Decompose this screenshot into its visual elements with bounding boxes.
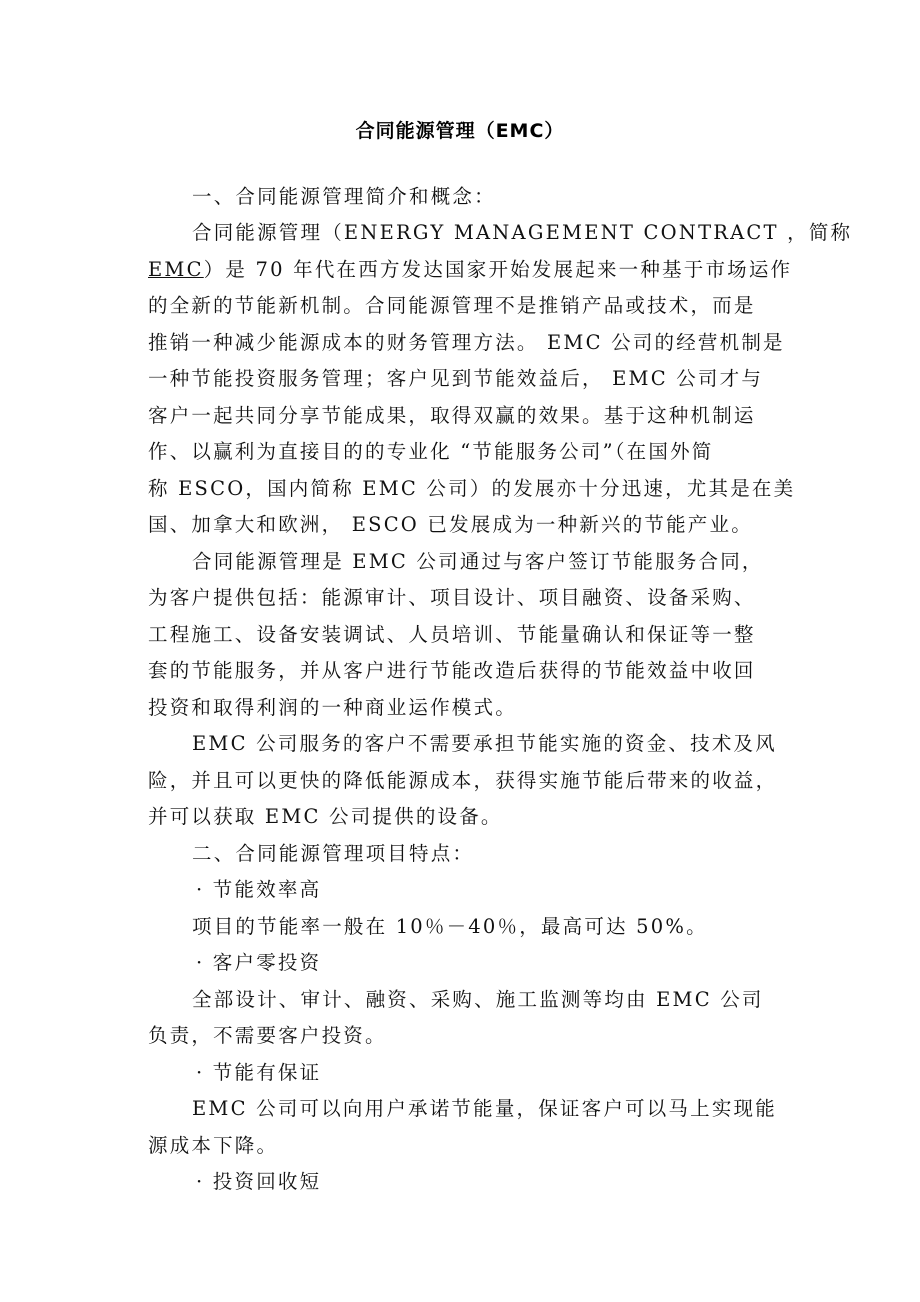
paragraph-line: [148, 256, 792, 284]
paragraph-line: 客户一起共同分享节能成果，取得双赢的效果。基于这种机制运: [148, 404, 756, 427]
paragraph-line: 推销一种减少能源成本的财务管理方法。 EMC 公司的经营机制是: [148, 331, 785, 354]
paragraph-line: 全部设计、审计、融资、采购、施工监测等均由 EMC 公司: [192, 988, 764, 1011]
paragraph-line-text: ）是 70 年代在西方发达国家开始发展起来一种基于市场运作: [203, 258, 793, 281]
paragraph-line: 险，并且可以更快的降低能源成本，获得实施节能后带来的收益，: [148, 769, 778, 792]
paragraph-line: EMC 公司服务的客户不需要承担节能实施的资金、技术及风: [192, 732, 777, 755]
paragraph-line: 为客户提供包括：能源审计、项目设计、项目融资、设备采购、: [148, 586, 756, 609]
section-heading-intro: 一、合同能源管理简介和概念：: [192, 185, 496, 208]
section-heading-features: 二、合同能源管理项目特点：: [192, 842, 475, 865]
underlined-abbreviation: EMC: [148, 258, 204, 281]
paragraph-line: 工程施工、设备安装调试、人员培训、节能量确认和保证等一整: [148, 623, 756, 646]
bullet-item: · 客户零投资: [196, 951, 322, 974]
paragraph-line: 的全新的节能新机制。合同能源管理不是推销产品或技术，而是: [148, 294, 756, 317]
bullet-item: · 投资回收短: [196, 1170, 322, 1193]
paragraph-line: 国、加拿大和欧洲， ESCO 已发展成为一种新兴的节能产业。: [148, 513, 753, 536]
paragraph-line: 并可以获取 EMC 公司提供的设备。: [148, 805, 503, 828]
paragraph-line: 源成本下降。: [148, 1134, 279, 1157]
bullet-item: · 节能有保证: [196, 1061, 322, 1084]
document-title: 合同能源管理（EMC）: [355, 120, 565, 142]
paragraph-line: 项目的节能率一般在 10％－40％，最高可达 50%。: [192, 915, 708, 938]
paragraph-line: 套的节能服务，并从客户进行节能改造后获得的节能效益中收回: [148, 659, 756, 682]
paragraph-line: 称 ESCO，国内简称 EMC 公司）的发展亦十分迅速，尤其是在美: [148, 477, 796, 500]
paragraph-line: 一种节能投资服务管理；客户见到节能效益后， EMC 公司才与: [148, 367, 764, 390]
paragraph-line: 合同能源管理（ENERGY MANAGEMENT CONTRACT ，简称: [192, 221, 853, 244]
bullet-item: · 节能效率高: [196, 878, 322, 901]
paragraph-line: 作、以赢利为直接目的的专业化 “节能服务公司”（在国外简: [148, 440, 714, 463]
paragraph-line: 投资和取得利润的一种商业运作模式。: [148, 696, 517, 719]
paragraph-line: EMC 公司可以向用户承诺节能量，保证客户可以马上实现能: [192, 1097, 777, 1120]
paragraph-line: 负责，不需要客户投资。: [148, 1024, 387, 1047]
paragraph-line: 合同能源管理是 EMC 公司通过与客户签订节能服务合同，: [192, 550, 764, 573]
